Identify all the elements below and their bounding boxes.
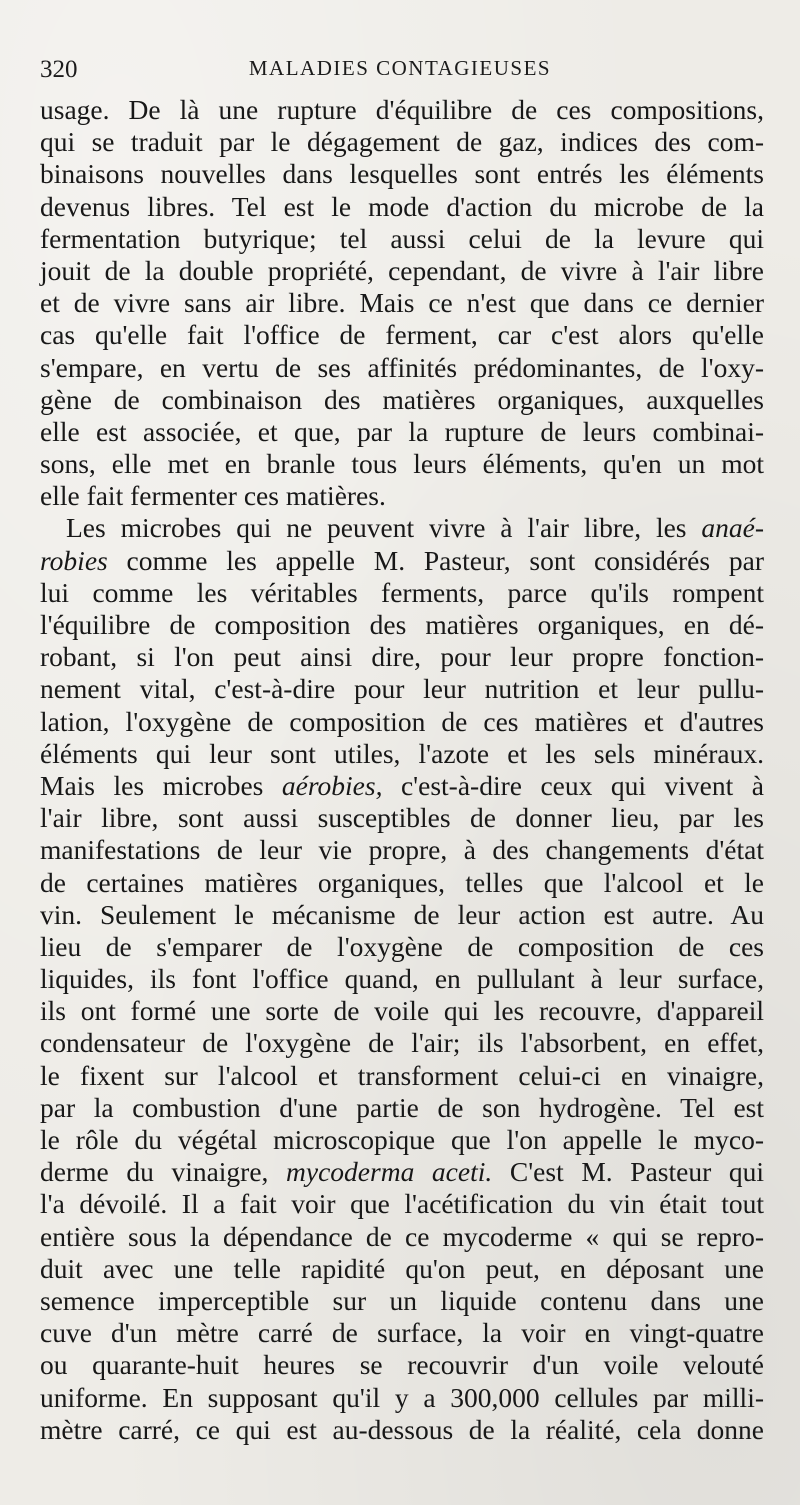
text-segment: cas qu'elle fait l'office de ferment, car c'est alors qu'elle [40,319,764,351]
text-line [40,287,764,319]
text-line [40,191,764,223]
text-segment: ils ont formé une sorte de voile qui les recouvre, d'appareil [40,995,764,1027]
text-segment: éléments qui leur sont utiles, l'azote et les sels minéraux. [40,737,764,769]
text-line [40,1027,764,1059]
text-segment: elle fait fermenter ces matières. [40,480,386,512]
text-line [40,931,764,963]
text-segment: uniforme. En supposant qu'il y a 300,000 cellules par milli- [40,1381,764,1413]
text-segment: gène de combinaison des matières organiques, auxquelles [40,383,764,415]
text-line [40,706,764,738]
text-segment: cuve d'un mètre carré de surface, la voir en vingt-quatre [40,1317,764,1349]
text-segment: vin. Seulement le mécanisme de leur action est autre. Au [40,898,764,930]
text-segment: le rôle du végétal microscopique que l'on appelle le myco- [40,1124,764,1155]
text-segment: liquides, ils font l'office quand, en pullulant à leur surface, [40,963,764,995]
italic-text: anaé- [701,512,764,544]
paragraph [40,512,764,1445]
text-segment: manifestations de leur vie propre, à des changements d'état [40,834,764,866]
text-line [40,480,764,512]
text-segment: condensateur de l'oxygène de l'air; ils l'absorbent, en effet, [40,1027,764,1059]
text-line [40,899,764,931]
text-segment: lation, l'oxygène de composition de ces matières et d'autres [40,705,764,737]
italic-text: robies [40,544,108,576]
text-line [40,416,764,448]
paragraph [40,94,764,512]
text-segment: de certaines matières organiques, telles que l'alcool et le [40,866,764,898]
text-line [40,963,764,995]
text-segment: usage. De là une rupture d'équilibre de ces compositions, [40,94,764,125]
text-segment: lieu de s'emparer de l'oxygène de composition de ces [40,930,764,962]
text-line [40,94,764,126]
text-line [40,1317,764,1349]
text-line [40,1092,764,1124]
text-segment: nement vital, c'est-à-dire pour leur nutrition et leur pullu- [40,673,764,705]
text-line [40,609,764,641]
text-segment: C'est M. Pasteur qui [492,1156,764,1188]
text-line [40,802,764,834]
text-segment: comme les appelle M. Pasteur, sont considérés par [107,544,764,576]
text-segment: derme du vinaigre, [40,1156,287,1188]
text-segment: robant, si l'on peut ainsi dire, pour leur propre fonction- [40,641,764,673]
text-line [40,1285,764,1317]
text-line [40,1414,764,1446]
text-line [40,1382,764,1414]
text-line [40,448,764,480]
text-segment: l'air libre, sont aussi susceptibles de donner lieu, par les [40,802,764,834]
page-number: 320 [40,56,78,83]
text-line [40,255,764,287]
text-segment: l'a dévoilé. Il a fait voir que l'acétification du vin était tout [40,1188,764,1220]
text-line [40,126,764,158]
text-line [40,223,764,255]
text-segment: fermentation butyrique; tel aussi celui de la levure qui [40,222,764,254]
text-segment: elle est associée, et que, par la rupture de leurs combinai- [40,415,764,447]
page-header [40,54,760,88]
text-line [40,1188,764,1220]
text-segment: Les microbes qui ne peuvent vivre à l'air libre, les [66,512,702,544]
text-segment: mètre carré, ce qui est au-dessous de la réalité, cela donne [40,1413,764,1445]
text-line [40,834,764,866]
body-text [40,94,764,1446]
text-segment: c'est-à-dire ceux qui vivent à [382,769,764,801]
text-line [40,545,764,577]
text-segment: semence imperceptible sur un liquide contenu dans une [40,1284,764,1316]
text-segment: s'empare, en vertu de ses affinités prédominantes, de l'oxy- [40,351,764,383]
text-segment: ou quarante-huit heures se recouvrir d'un voile velouté [40,1349,764,1381]
text-line [40,995,764,1027]
text-segment: par la combustion d'une partie de son hydrogène. Tel est [40,1091,764,1123]
text-line [40,512,764,544]
text-segment: devenus libres. Tel est le mode d'action du microbe de la [40,190,764,222]
text-line [40,867,764,899]
text-segment: et de vivre sans air libre. Mais ce n'est que dans ce dernier [40,287,764,319]
running-title: MALADIES CONTAGIEUSES [248,56,552,80]
text-line [40,352,764,384]
text-line [40,641,764,673]
text-line [40,1221,764,1253]
text-segment: l'équilibre de composition des matières organiques, en dé- [40,609,764,640]
text-segment: qui se traduit par le dégagement de gaz, indices des com- [40,126,764,158]
italic-text: mycoderma aceti. [286,1156,493,1188]
text-segment: lui comme les véritables ferments, parce qu'ils rompent [40,576,764,608]
text-segment: duit avec une telle rapidité qu'on peut, en déposant une [40,1252,764,1284]
text-line [40,1124,764,1156]
text-line [40,770,764,802]
text-line [40,738,764,770]
text-segment: le fixent sur l'alcool et transforment celui-ci en vinaigre, [40,1059,764,1091]
text-line [40,319,764,351]
text-line [40,1060,764,1092]
text-segment: jouit de la double propriété, cependant, de vivre à l'air libre [40,254,764,286]
text-line [40,158,764,190]
text-line [40,384,764,416]
text-segment: binaisons nouvelles dans lesquelles sont entrés les éléments [40,158,764,190]
text-segment: sons, elle met en branle tous leurs éléments, qu'en un mot [40,448,764,480]
text-line [40,673,764,705]
text-line [40,577,764,609]
text-line [40,1349,764,1381]
text-segment: entière sous la dépendance de ce mycoderme « qui se repro- [40,1220,764,1252]
text-segment: Mais les microbes [40,769,282,801]
text-line [40,1253,764,1285]
italic-text: aérobies, [281,769,383,801]
text-line [40,1156,764,1188]
